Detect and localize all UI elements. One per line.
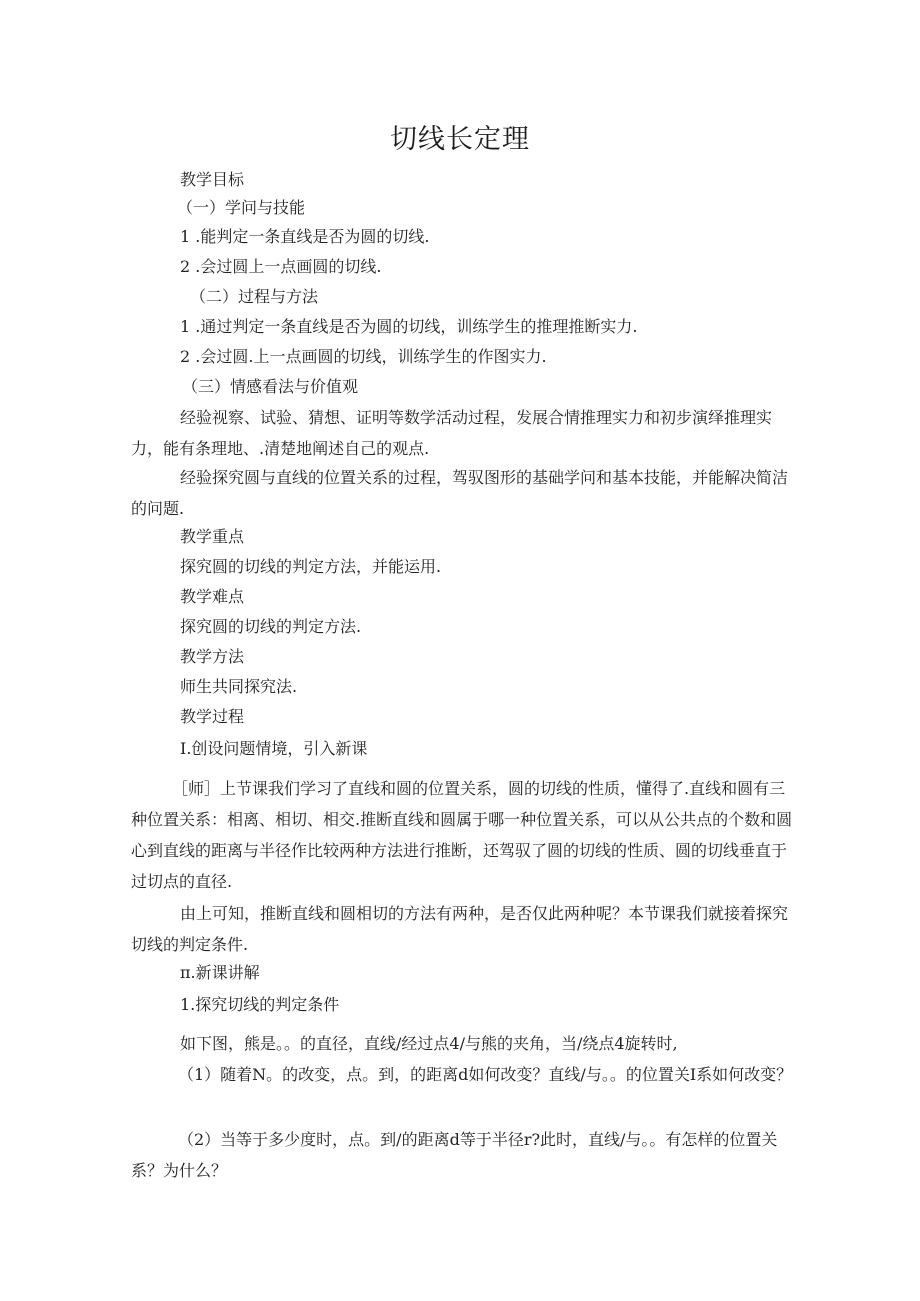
difficulty-text: 探究圆的切线的判定方法.: [180, 617, 362, 636]
question-1-text: （1）随着N。的改变，点。到，的距离d如何改变？直线/与。。的位置关I系如何改变？: [178, 1065, 793, 1084]
step-2-heading: π.新课讲解: [180, 963, 260, 982]
emotion-heading: （三）情感看法与价值观: [182, 377, 359, 396]
emotion-paragraph-2-text: 经验探究圆与直线的位置关系的过程，驾驭图形的基础学问和基本技能，并能解决简洁的问题.: [131, 468, 789, 518]
knowledge-heading: （一）学问与技能: [177, 198, 306, 217]
question-2: [131, 1124, 793, 1186]
summary-paragraph-text: 由上可知，推断直线和圆相切的方法有两种，是否仅此两种呢？本节课我们就接着探究切线的判定条件.: [131, 904, 789, 954]
process-item-2: 2 .会过圆.上一点画圆的切线，训练学生的作图实力.: [180, 347, 547, 366]
step-1-heading: I.创设问题情境，引入新课: [180, 739, 368, 758]
emotion-paragraph-1: [131, 402, 793, 464]
emotion-paragraph-1-text: 经验视察、试验、猜想、证明等数学活动过程，发展合情推理实力和初步演绎推理实力，能有条理地、.清楚地阐述自己的观点.: [131, 408, 773, 458]
key-point-heading: 教学重点: [180, 527, 245, 546]
key-point-text: 探究圆的切线的判定方法，并能运用.: [180, 557, 442, 576]
emotion-paragraph-2: [131, 462, 793, 524]
method-heading: 教学方法: [180, 647, 245, 666]
teacher-paragraph: [131, 773, 801, 897]
sub-heading: 1.探究切线的判定条件: [180, 995, 340, 1014]
process-section-heading: 教学过程: [180, 707, 245, 726]
knowledge-item-1: 1 .能判定一条直线是否为圆的切线.: [180, 227, 430, 246]
method-text: 师生共同探究法.: [180, 677, 298, 696]
process-item-1: 1 .通过判定一条直线是否为圆的切线，训练学生的推理推断实力.: [180, 317, 638, 336]
question-1: [131, 1059, 793, 1090]
objectives-heading: 教学目标: [180, 170, 245, 189]
document-title: 切线长定理: [390, 124, 530, 155]
question-2-text: （2）当等于多少度时，点。到/的距离d等于半径r?此时，直线/与。。有怎样的位置关系？为什么？: [131, 1130, 778, 1180]
summary-paragraph: [131, 898, 793, 960]
teacher-paragraph-text: ［师］上节课我们学习了直线和圆的位置关系，圆的切线的性质，懂得了.直线和圆有三种位置关系：相离、相切、相交.推断直线和圆属于哪一种位置关系，可以从公共点的个数和圆心到直线的距离与半径作比较两种方法进行推断，还驾驭了圆的切线的性质、圆的切线垂直于过切点的直径.: [131, 779, 793, 891]
process-heading: （二）过程与方法: [190, 287, 319, 306]
figure-intro: 如下图，熊是。。的直径，直线/经过点4/与熊的夹角，当/绕点4旋转时,: [180, 1034, 678, 1053]
knowledge-item-2: 2 .会过圆上一点画圆的切线.: [180, 257, 382, 276]
difficulty-heading: 教学难点: [180, 587, 245, 606]
